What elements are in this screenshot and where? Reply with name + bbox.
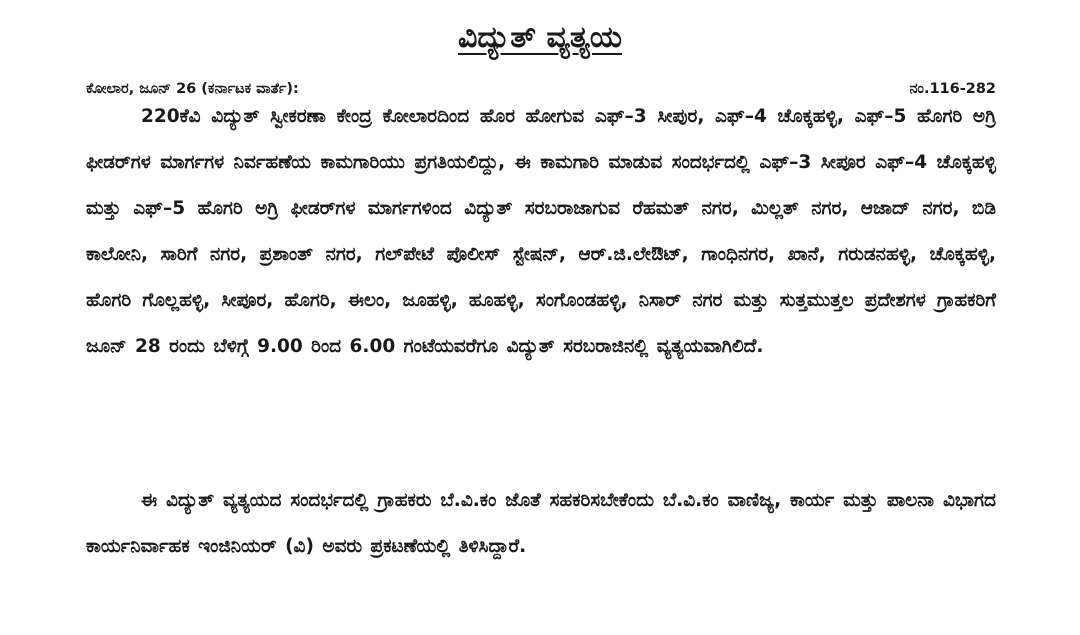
paragraph-1: 220ಕೆವಿ ವಿದ್ಯುತ್ ಸ್ವೀಕರಣಾ ಕೇಂದ್ರ ಕೋಲಾರದಿಂದ ಹೊರ ಹೋಗುವ ಎಫ್–3 ಸೀಪುರ, ಎಫ್–4 ಚೊಕ್ಕಹಳ್ಳಿ, ಎಫ್–5 ಹೊಗರಿ ಅಗ್ರಿ ಫೀಡರ್‌ಗಳ ಮಾರ್ಗಗಳ ನಿರ್ವಹಣೆಯ ಕಾಮಗಾರಿಯು ಪ್ರಗತಿಯಲಿದ್ದು, ಈ ಕಾಮಗಾರಿ ಮಾಡುವ ಸಂದರ್ಭದಲ್ಲಿ ಎಫ್–3 ಸೀಪೂರ ಎಫ್–4 ಚೊಕ್ಕಹಳ್ಳಿ ಮತ್ತು ಎಫ್–5 ಹೊಗರಿ ಅಗ್ರಿ ಫೀಡರ್‌ಗಳ ಮಾರ್ಗಗಳಿಂದ ವಿದ್ಯುತ್ ಸರಬರಾಜಾಗುವ ರೆಹಮತ್ ನಗರ, ಮಿಲ್ಲತ್ ನಗರ, ಆಜಾದ್ ನಗರ, ಬಿಡಿ ಕಾಲೋನಿ, ಸಾರಿಗೆ ನಗರ, ಪ್ರಶಾಂತ್ ನಗರ, ಗಲ್‌ಪೇಟೆ ಪೊಲೀಸ್ ಸ್ಟೇಷನ್, ಆರ್.ಜಿ.ಲೇಔಟ್, ಗಾಂಧಿನಗರ, ಖಾನೆ, ಗರುಡನಹಳ್ಳಿ, ಚೊಕ್ಕಹಳ್ಳಿ, ಹೊಗರಿ ಗೊಲ್ಲಹಳ್ಳಿ, ಸೀಪೂರ, ಹೊಗರಿ, ಈಲಂ, ಜೂಹಳ್ಳಿ, ಹೂಹಳ್ಳಿ, ಸಂಗೊಂಡಹಳ್ಳಿ, ನಿಸಾರ್ ನಗರ ಮತ್ತು ಸುತ್ತಮುತ್ತಲ ಪ್ರದೇಶಗಳ ಗ್ರಾಹಕರಿಗೆ ಜೂನ್ 28 ರಂದು ಬೆಳಿಗ್ಗೆ 9.00 ರಿಂದ 6.00 ಗಂಟೆಯವರೆಗೂ ವಿದ್ಯುತ್ ಸರಬರಾಜಿನಲ್ಲಿ ವ್ಯತ್ಯಯವಾಗಿಲಿದೆ. (86, 106, 996, 357)
document-title-text: ವಿದ್ಯುತ್ ವ್ಯತ್ಯಯ (457, 20, 623, 55)
reference-number: ನಂ.116-282 (909, 81, 996, 97)
paragraph-2: ಈ ವಿದ್ಯುತ್ ವ್ಯತ್ಯಯದ ಸಂದರ್ಭದಲ್ಲಿ ಗ್ರಾಹಕರು ಬೆ.ವಿ.ಕಂ ಜೊತೆ ಸಹಕರಿಸಬೇಕೆಂದು ಬೆ.ವಿ.ಕಂ ವಾಣಿಜ್ಯ, ಕಾರ್ಯ ಮತ್ತು ಪಾಲನಾ ವಿಭಾಗದ ಕಾರ್ಯನಿರ್ವಾಹಕ ಇಂಜಿನಿಯರ್ (ವಿ) ಅವರು ಪ್ರಕಟಣೆಯಲ್ಲಿ ತಿಳಿಸಿದ್ದಾರೆ. (86, 490, 996, 557)
dateline: ಕೋಲಾರ, ಜೂನ್ 26 (ಕರ್ನಾಟಕ ವಾರ್ತೆ): (86, 81, 299, 97)
document-title (0, 18, 1080, 58)
